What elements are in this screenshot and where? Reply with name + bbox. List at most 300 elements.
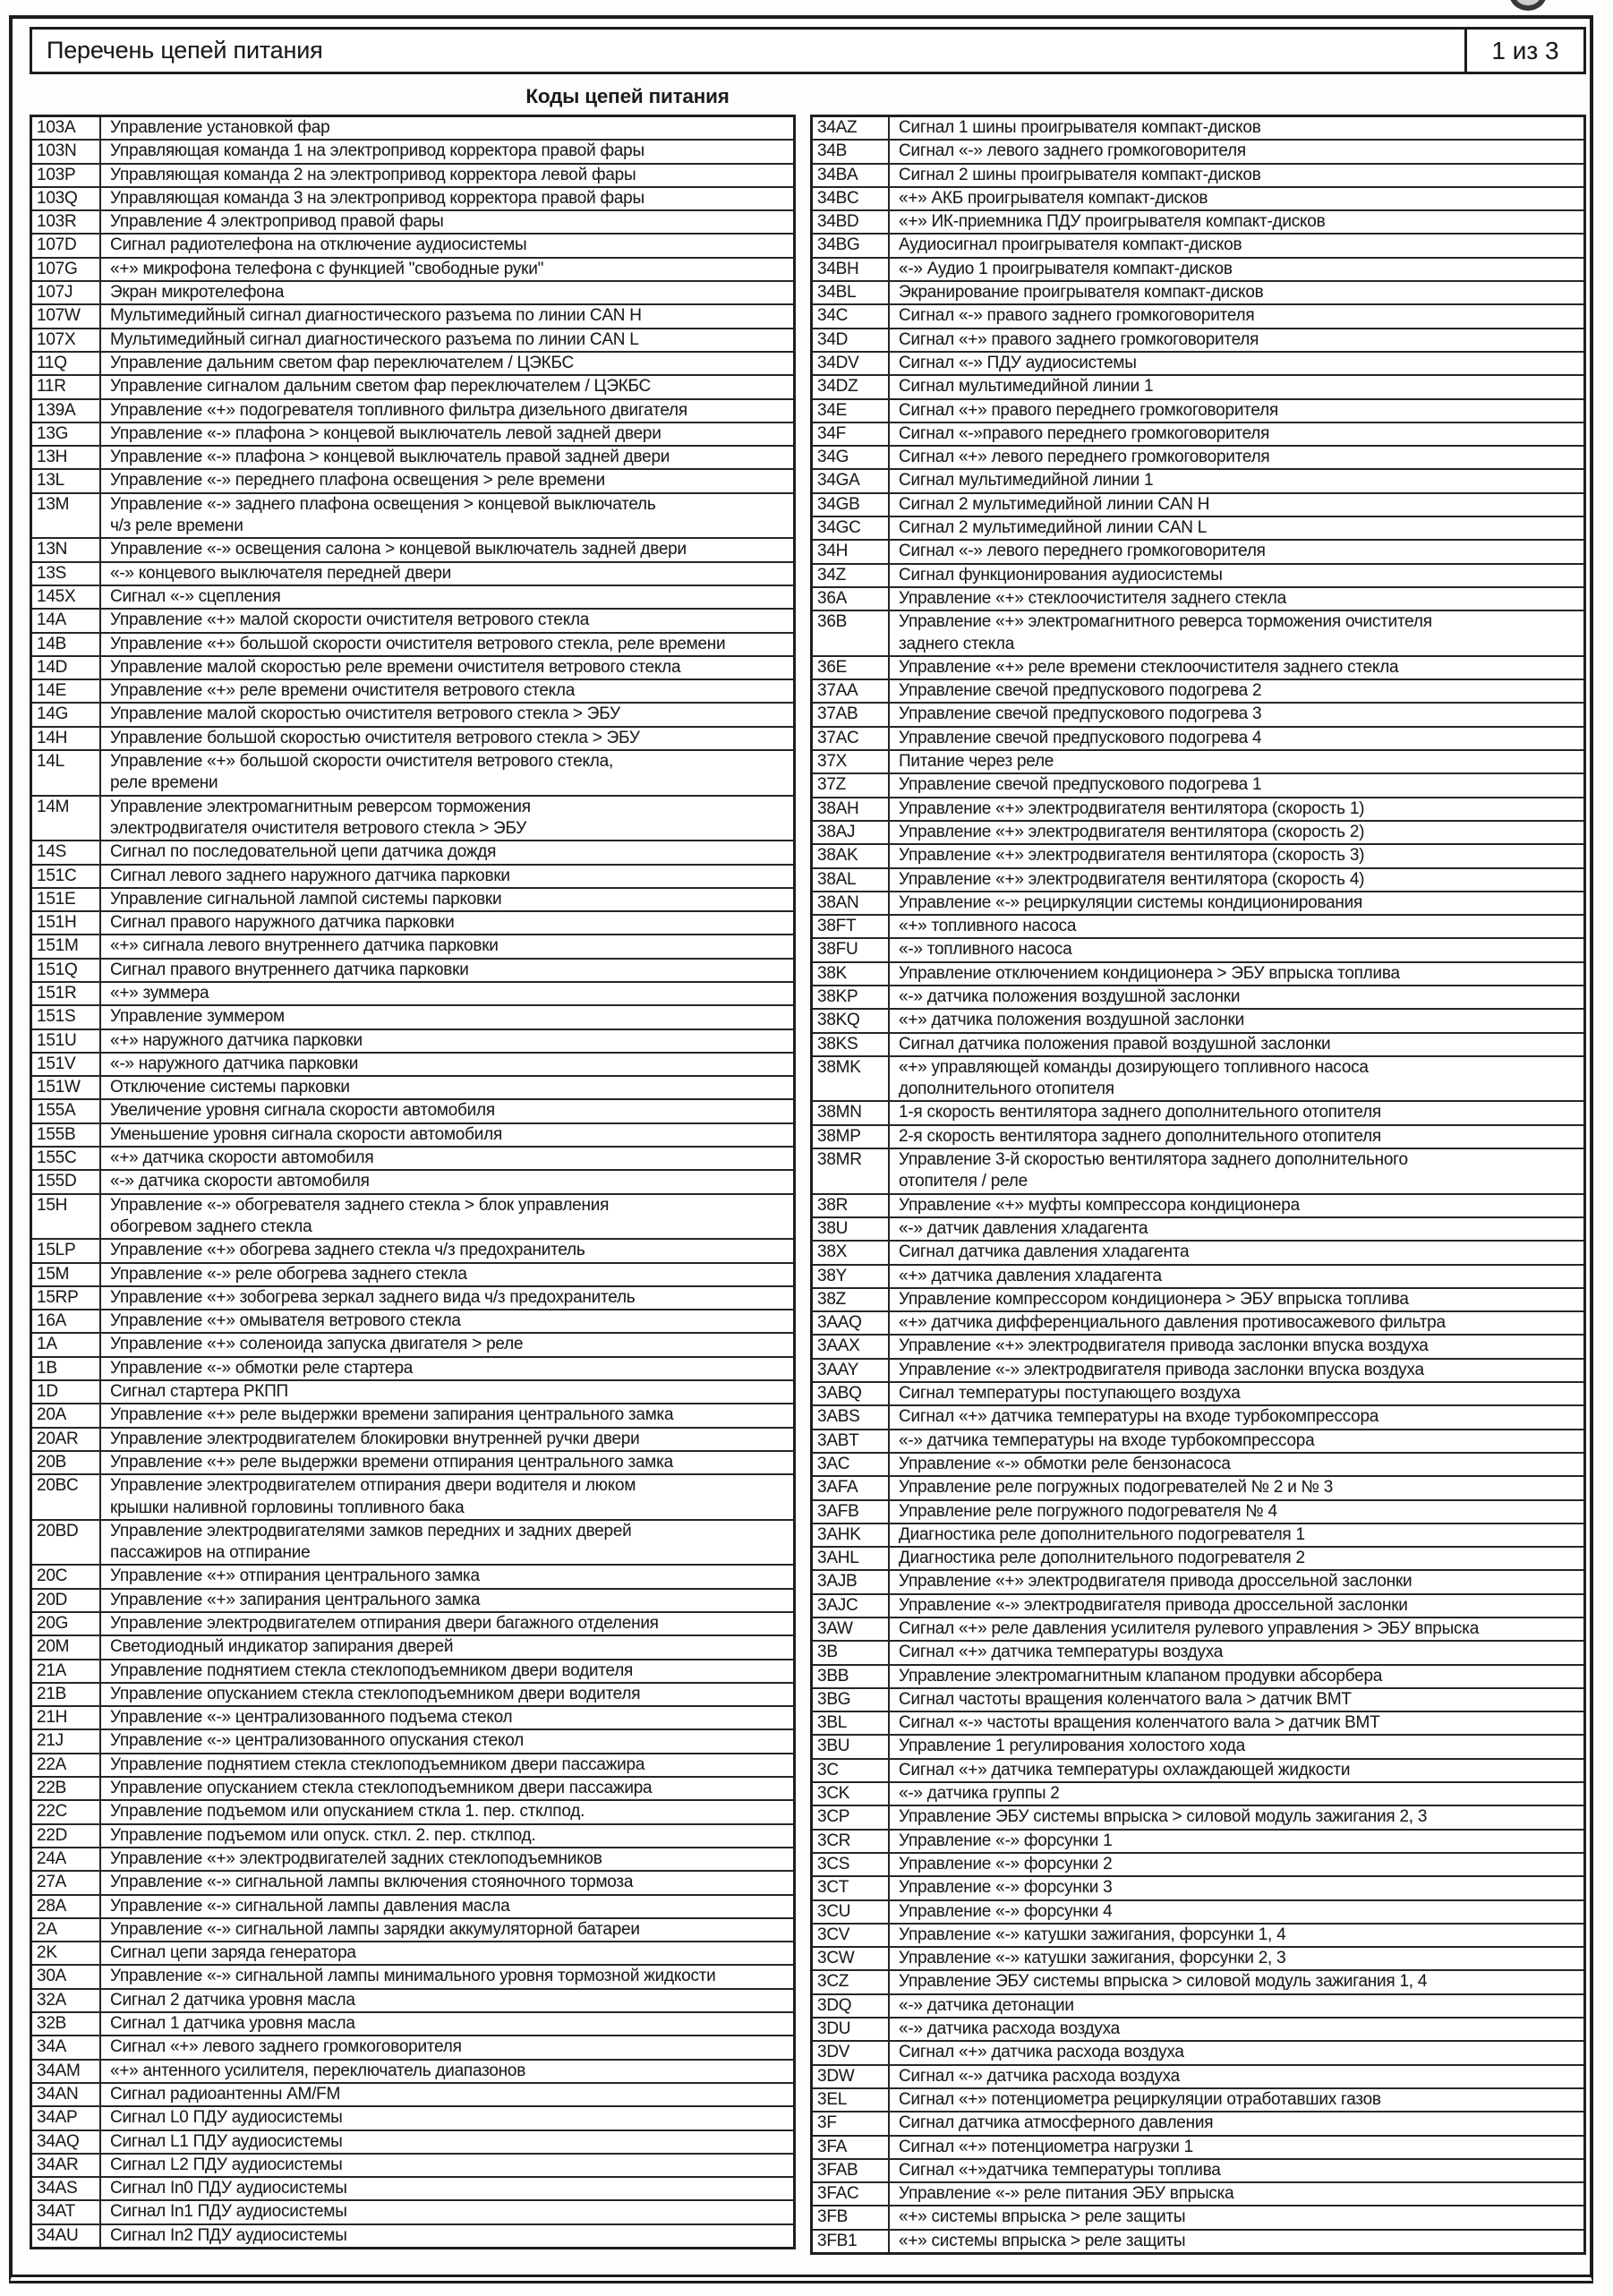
circuit-description-cell: [101, 305, 793, 327]
circuit-description-line: «-» датчика детонации: [899, 1995, 1074, 2015]
circuit-code: 3FB1: [817, 2231, 858, 2250]
circuit-code: 3DQ: [817, 1995, 852, 2015]
circuit-code: 13H: [37, 448, 68, 467]
circuit-description-cell: [890, 1548, 1583, 1569]
circuit-description-line: Управление 3-й скоростью вентилятора заднего дополнительного: [899, 1150, 1408, 1170]
circuit-description-cell: [101, 539, 793, 560]
circuit-description-line: Управление «+» электродвигателя привода заслонки впуска воздуха: [899, 1336, 1429, 1356]
circuit-description-cell: [101, 1124, 793, 1146]
circuit-row: [813, 492, 1583, 516]
circuit-description-cell: [101, 2107, 793, 2129]
circuit-row: [32, 1450, 793, 1473]
circuit-code: 1B: [37, 1358, 57, 1378]
circuit-description-cell: [101, 657, 793, 679]
circuit-description-line: электродвигателя очистителя ветрового стекла > ЭБУ: [110, 818, 527, 838]
circuit-code-cell: [32, 494, 101, 538]
circuit-description-line: Сигнал L0 ПДУ аудиосистемы: [110, 2108, 343, 2128]
circuit-row: [813, 1617, 1583, 1640]
circuit-code-cell: [813, 1831, 890, 1852]
circuit-description-cell: [101, 2201, 793, 2223]
circuit-description-cell: [890, 1642, 1583, 1663]
circuit-code: 34G: [817, 448, 849, 467]
circuit-code-cell: [813, 1712, 890, 1734]
circuit-row: [32, 2035, 793, 2058]
circuit-code: 103A: [37, 118, 76, 137]
circuit-row: [813, 2205, 1583, 2228]
circuit-code-cell: [813, 1010, 890, 1031]
circuit-description-cell: [890, 939, 1583, 960]
circuit-code: 34H: [817, 542, 849, 561]
circuit-code: 3CK: [817, 1784, 850, 1804]
circuit-code: 20B: [37, 1452, 67, 1472]
circuit-code-cell: [813, 704, 890, 725]
circuit-description-line: Управление «+» большой скорости очистителя ветрового стекла, реле времени: [110, 634, 726, 653]
circuit-description-line: Управление «-» сигнальной лампы минимального уровня тормозной жидкости: [110, 1967, 716, 1986]
circuit-code: 38AJ: [817, 822, 856, 841]
circuit-row: [32, 1098, 793, 1122]
circuit-row: [813, 117, 1583, 139]
circuit-description-line: «-» датчика группы 2: [899, 1784, 1060, 1804]
circuit-code-cell: [32, 423, 101, 445]
circuit-description-cell: [101, 2013, 793, 2035]
circuit-description-line: Управление «-» централизованного подъема стекол: [110, 1708, 513, 1728]
circuit-code: 3EL: [817, 2089, 848, 2109]
circuit-description-cell: [890, 1689, 1583, 1711]
circuit-description-line: Управление «+» малой скорости очистителя ветрового стекла: [110, 610, 590, 630]
circuit-description-line: Уменьшение уровня сигнала скорости автомобиля: [110, 1124, 502, 1144]
circuit-table-left: [30, 115, 796, 2249]
circuit-code: 3BL: [817, 1713, 848, 1733]
circuit-row: [32, 468, 793, 491]
circuit-code-cell: [32, 889, 101, 910]
circuit-code-cell: [813, 588, 890, 610]
circuit-description-cell: [101, 1896, 793, 1917]
circuit-description-line: Сигнал «-»правого переднего громкоговорителя: [899, 423, 1270, 443]
circuit-description-cell: [101, 563, 793, 585]
circuit-description-line: Сигнал 2 мультимедийной линии CAN L: [899, 518, 1208, 538]
circuit-row: [813, 1758, 1583, 1781]
circuit-row: [813, 1546, 1583, 1569]
circuit-description-cell: [890, 1406, 1583, 1428]
circuit-description-line: Управляющая команда 3 на электропривод корректора правой фары: [110, 188, 644, 208]
circuit-row: [32, 702, 793, 725]
circuit-code: 34AQ: [37, 2131, 80, 2151]
circuit-description-line: пассажиров на отпирание: [110, 1543, 311, 1563]
circuit-description-line: Сигнал «+» датчика температуры на входе турбокомпрессора: [899, 1407, 1379, 1427]
circuit-description-line: Сигнал 2 мультимедийной линии CAN H: [899, 494, 1210, 514]
circuit-description-cell: [890, 1034, 1583, 1055]
circuit-description-line: Сигнал «+» датчика температуры воздуха: [899, 1643, 1224, 1662]
circuit-description-cell: [101, 586, 793, 608]
circuit-code-cell: [32, 797, 101, 841]
circuit-row: [813, 516, 1583, 539]
circuit-row: [32, 398, 793, 422]
circuit-code-cell: [813, 657, 890, 679]
circuit-row: [32, 981, 793, 1004]
circuit-description-line: Управление ЭБУ системы впрыска > силовой модуль зажигания 1, 4: [899, 1972, 1428, 1992]
circuit-code-cell: [813, 282, 890, 303]
circuit-code-cell: [32, 211, 101, 233]
circuit-description-cell: [890, 235, 1583, 256]
circuit-code-cell: [32, 1381, 101, 1403]
circuit-description-cell: [101, 1429, 793, 1450]
circuit-row: [32, 1193, 793, 1239]
circuit-description-cell: [101, 1452, 793, 1473]
circuit-description-line: Управление «+» электродвигателя вентилятора (скорость 4): [899, 869, 1365, 889]
circuit-code: 34Z: [817, 565, 846, 585]
circuit-code: 38MP: [817, 1126, 861, 1146]
circuit-code: 14A: [37, 610, 67, 630]
circuit-description-cell: [890, 565, 1583, 586]
circuit-code: 38X: [817, 1242, 848, 1262]
circuit-description-cell: [101, 960, 793, 981]
circuit-description-cell: [101, 1848, 793, 1870]
circuit-row: [813, 1148, 1583, 1193]
circuit-description-line: Сигнал датчика атмосферного давления: [899, 2113, 1214, 2133]
circuit-code-cell: [32, 586, 101, 608]
circuit-row: [32, 1075, 793, 1098]
circuit-description-line: Управление «-» электродвигателя привода заслонки впуска воздуха: [899, 1360, 1424, 1379]
circuit-code: 151S: [37, 1007, 76, 1027]
circuit-code-cell: [813, 728, 890, 749]
circuit-row: [813, 2040, 1583, 2063]
circuit-description-line: Сигнал «+» датчика температуры охлаждающей жидкости: [899, 1760, 1351, 1780]
circuit-code-cell: [32, 2107, 101, 2129]
circuit-code: 3F: [817, 2113, 837, 2133]
circuit-description-line: Отключение системы парковки: [110, 1078, 350, 1097]
circuit-description-cell: [101, 1801, 793, 1822]
circuit-code-cell: [32, 329, 101, 351]
circuit-description-line: Управление реле погружных подогревателей № 2 и № 3: [899, 1478, 1334, 1498]
circuit-code-cell: [32, 1334, 101, 1355]
circuit-description-line: Сигнал датчика положения правой воздушной заслонки: [899, 1034, 1331, 1054]
circuit-code: 38R: [817, 1195, 849, 1215]
circuit-description-cell: [101, 1054, 793, 1075]
circuit-description-line: Аудиосигнал проигрывателя компакт-дисков: [899, 235, 1242, 255]
circuit-row: [32, 139, 793, 162]
circuit-code-cell: [813, 1289, 890, 1310]
circuit-row: [32, 233, 793, 256]
circuit-code: 3B: [817, 1643, 838, 1662]
circuit-description-cell: [890, 423, 1583, 445]
circuit-code: 38AH: [817, 798, 859, 818]
circuit-row: [32, 537, 793, 560]
circuit-row: [32, 1146, 793, 1169]
circuit-code: 36A: [817, 588, 848, 608]
circuit-row: [813, 2181, 1583, 2205]
circuit-description-line: Сигнал мультимедийной линии 1: [899, 377, 1154, 397]
circuit-description-cell: [101, 1684, 793, 1705]
circuit-description-cell: [890, 986, 1583, 1008]
circuit-row: [813, 280, 1583, 303]
circuit-code-cell: [813, 1806, 890, 1828]
circuit-description-line: Сигнал 1 датчика уровня масла: [110, 2014, 355, 2034]
circuit-row: [32, 1519, 793, 1565]
circuit-row: [32, 492, 793, 538]
circuit-description-line: Управление дальним светом фар переключателем / ЦЭКБС: [110, 353, 574, 372]
circuit-code: 1A: [37, 1335, 57, 1354]
circuit-code: 34AN: [37, 2084, 79, 2104]
circuit-description-cell: [890, 728, 1583, 749]
circuit-description-line: Управление «-» рециркуляции системы кондиционирования: [899, 892, 1363, 912]
circuit-code-cell: [813, 1102, 890, 1123]
circuit-description-line: Управление «-» реле питания ЭБУ впрыска: [899, 2184, 1234, 2204]
circuit-description-cell: [890, 117, 1583, 139]
circuit-description-line: «+» системы впрыска > реле защиты: [899, 2207, 1186, 2227]
circuit-row: [32, 1635, 793, 1658]
circuit-row: [32, 1052, 793, 1075]
circuit-row: [32, 1029, 793, 1052]
circuit-row: [813, 1358, 1583, 1381]
circuit-description-line: Управление свечой предпускового подогрева 3: [899, 704, 1262, 724]
circuit-row: [813, 303, 1583, 327]
circuit-code-cell: [32, 1358, 101, 1379]
circuit-code: 34B: [817, 141, 848, 161]
circuit-row: [32, 280, 793, 303]
circuit-row: [813, 2135, 1583, 2158]
circuit-description-cell: [890, 588, 1583, 610]
circuit-code: 3AC: [817, 1454, 850, 1473]
circuit-row: [32, 303, 793, 327]
circuit-description-line: Управление поднятием стекла стеклоподъемником двери водителя: [110, 1660, 634, 1680]
circuit-row: [32, 445, 793, 468]
circuit-description-cell: [101, 1358, 793, 1379]
circuit-description-cell: [101, 1148, 793, 1169]
circuit-description-line: «+» микрофона телефона с функцией "свободные руки": [110, 259, 544, 278]
circuit-row: [813, 1216, 1583, 1240]
circuit-description-cell: [101, 1613, 793, 1635]
circuit-code-cell: [813, 188, 890, 209]
circuit-description-line: Управление «-» переднего плафона освещения > реле времени: [110, 471, 605, 491]
circuit-description-cell: [101, 1310, 793, 1332]
circuit-row: [32, 958, 793, 981]
circuit-code-cell: [32, 2178, 101, 2199]
circuit-code: 155D: [37, 1172, 77, 1191]
circuit-row: [813, 398, 1583, 422]
circuit-row: [813, 163, 1583, 186]
circuit-row: [813, 1969, 1583, 1993]
circuit-code: 14S: [37, 842, 67, 862]
circuit-description-cell: [890, 376, 1583, 397]
circuit-code-cell: [32, 1287, 101, 1309]
circuit-code-cell: [813, 1218, 890, 1240]
circuit-code: 34F: [817, 423, 846, 443]
circuit-description-cell: [101, 935, 793, 957]
circuit-description-line: «+» ИК-приемника ПДУ проигрывателя компакт-дисков: [899, 212, 1326, 232]
circuit-description-cell: [101, 2155, 793, 2176]
circuit-code: 34BA: [817, 165, 858, 184]
circuit-code: 3CV: [817, 1925, 850, 1944]
circuit-description-line: Сигнал «-» правого заднего громкоговорителя: [899, 306, 1255, 326]
circuit-row: [813, 2017, 1583, 2040]
circuit-code: 139A: [37, 400, 76, 420]
circuit-row: [32, 209, 793, 233]
circuit-code-cell: [32, 2084, 101, 2105]
circuit-row: [32, 2130, 793, 2153]
circuit-code-cell: [32, 960, 101, 981]
circuit-row: [813, 1734, 1583, 1757]
circuit-description-cell: [101, 1966, 793, 1987]
circuit-code-cell: [32, 1707, 101, 1728]
circuit-description-line: Управление «+» отпирания центрального замка: [110, 1566, 480, 1586]
circuit-code: 30A: [37, 1967, 67, 1986]
circuit-description-line: Сигнал In1 ПДУ аудиосистемы: [110, 2202, 347, 2222]
circuit-code-cell: [32, 2155, 101, 2176]
circuit-code: 3CS: [817, 1854, 850, 1874]
circuit-code-cell: [813, 1618, 890, 1640]
circuit-code: 22A: [37, 1754, 67, 1774]
circuit-code-cell: [32, 1124, 101, 1146]
circuit-code: 34BG: [817, 235, 860, 255]
circuit-description-line: Управление свечой предпускового подогрева 2: [899, 681, 1262, 701]
document-header: [30, 27, 1586, 74]
circuit-description-line: Сигнал «-» датчика расхода воздуха: [899, 2066, 1180, 2086]
circuit-row: [32, 1332, 793, 1355]
circuit-description-cell: [101, 1660, 793, 1682]
circuit-description-line: Сигнал In2 ПДУ аудиосистемы: [110, 2225, 347, 2245]
circuit-description-cell: [101, 2084, 793, 2105]
circuit-row: [32, 2059, 793, 2082]
circuit-code: 20M: [37, 1637, 70, 1657]
circuit-description-cell: [101, 235, 793, 256]
circuit-code-cell: [813, 259, 890, 280]
circuit-row: [813, 772, 1583, 796]
circuit-description-cell: [890, 2066, 1583, 2087]
circuit-code: 3AW: [817, 1619, 853, 1638]
circuit-row: [32, 795, 793, 841]
circuit-row: [813, 328, 1583, 351]
circuit-row: [813, 1264, 1583, 1287]
circuit-code: 151R: [37, 983, 77, 1003]
circuit-description-line: Управление 1 регулирования холостого хода: [899, 1737, 1245, 1756]
circuit-code-cell: [813, 1925, 890, 1946]
circuit-description-line: Управление реле погружного подогревателя № 4: [899, 1501, 1277, 1521]
circuit-code-cell: [813, 2160, 890, 2181]
circuit-description-line: 1-я скорость вентилятора заднего дополнительного отопителя: [899, 1103, 1381, 1122]
circuit-description-line: Управление большой скоростью очистителя ветрового стекла > ЭБУ: [110, 728, 640, 747]
circuit-row: [813, 1829, 1583, 1852]
circuit-description-cell: [890, 1595, 1583, 1617]
circuit-description-line: Управление «-» катушки зажигания, форсунки 1, 4: [899, 1925, 1286, 1944]
circuit-code: 34AS: [37, 2179, 78, 2198]
circuit-code-cell: [813, 1971, 890, 1993]
circuit-code-cell: [813, 751, 890, 772]
circuit-code: 34BD: [817, 212, 859, 232]
circuit-description-line: Сигнал «-» левого переднего громкоговорителя: [899, 542, 1266, 561]
circuit-code-cell: [813, 1195, 890, 1216]
circuit-description-line: Управление «+» подогревателя топливного фильтра дизельного двигателя: [110, 400, 687, 420]
circuit-description-cell: [890, 470, 1583, 491]
circuit-description-cell: [101, 1100, 793, 1122]
circuit-code: 151W: [37, 1078, 81, 1097]
circuit-code-cell: [813, 2112, 890, 2134]
circuit-row: [32, 2223, 793, 2247]
circuit-description-cell: [101, 1990, 793, 2011]
circuit-description-cell: [890, 1126, 1583, 1148]
circuit-description-line: Управление «-» обмотки реле стартера: [110, 1358, 414, 1378]
circuit-description-line: Управление «-» форсунки 2: [899, 1854, 1113, 1874]
circuit-code: 107G: [37, 259, 78, 278]
circuit-row: [813, 1429, 1583, 1452]
circuit-description-line: Управление «-» плафона > концевой выключатель правой задней двери: [110, 448, 670, 467]
circuit-row: [813, 1664, 1583, 1687]
circuit-code: 38Z: [817, 1289, 846, 1309]
circuit-code: 36E: [817, 657, 848, 677]
circuit-code: 103Q: [37, 188, 78, 208]
circuit-code: 3AJB: [817, 1572, 858, 1592]
section-title: Коды цепей питания: [525, 85, 730, 107]
circuit-description-line: Управление поднятием стекла стеклоподъемником двери пассажира: [110, 1754, 645, 1774]
circuit-description-cell: [101, 704, 793, 725]
circuit-description-line: Управление установкой фар: [110, 118, 330, 137]
circuit-code-cell: [813, 517, 890, 539]
circuit-code-cell: [813, 1242, 890, 1263]
circuit-code-cell: [32, 1054, 101, 1075]
circuit-code-cell: [32, 1660, 101, 1682]
circuit-description-cell: [890, 1057, 1583, 1101]
circuit-description-line: Сигнал мультимедийной линии 1: [899, 471, 1154, 491]
circuit-row: [32, 117, 793, 139]
circuit-row: [813, 1193, 1583, 1216]
circuit-row: [32, 2082, 793, 2105]
circuit-description-cell: [101, 1754, 793, 1776]
circuit-description-cell: [890, 2112, 1583, 2134]
circuit-row: [32, 1776, 793, 1799]
circuit-code-cell: [813, 1948, 890, 1969]
circuit-row: [32, 1682, 793, 1705]
circuit-code: 145X: [37, 586, 76, 606]
circuit-code-cell: [32, 866, 101, 887]
circuit-description-cell: [890, 680, 1583, 702]
circuit-code: 20C: [37, 1566, 68, 1586]
circuit-code-cell: [813, 165, 890, 186]
circuit-row: [32, 1403, 793, 1426]
circuit-code-cell: [32, 563, 101, 585]
circuit-code-cell: [32, 1521, 101, 1565]
circuit-code-cell: [813, 1383, 890, 1404]
circuit-description-cell: [890, 1218, 1583, 1240]
circuit-code: 34D: [817, 329, 849, 349]
circuit-code: 3CW: [817, 1949, 855, 1968]
circuit-description-line: «-» Аудио 1 проигрывателя компакт-дисков: [899, 259, 1233, 278]
circuit-code-cell: [813, 2231, 890, 2252]
circuit-description-line: «-» датчик давления хладагента: [899, 1218, 1148, 1238]
circuit-description-cell: [101, 141, 793, 162]
circuit-row: [813, 1008, 1583, 1031]
circuit-description-cell: [101, 610, 793, 631]
circuit-description-line: Диагностика реле дополнительного подогревателя 1: [899, 1524, 1305, 1544]
circuit-code-cell: [32, 657, 101, 679]
circuit-code-cell: [813, 235, 890, 256]
circuit-description-line: Мультимедийный сигнал диагностического разъема по линии CAN H: [110, 306, 642, 326]
circuit-code: 38AL: [817, 869, 857, 889]
circuit-description-cell: [890, 798, 1583, 820]
circuit-code-cell: [32, 1006, 101, 1028]
circuit-description-cell: [890, 141, 1583, 162]
circuit-row: [813, 2158, 1583, 2181]
circuit-description-cell: [890, 963, 1583, 985]
circuit-row: [813, 257, 1583, 280]
circuit-row: [813, 1923, 1583, 1946]
circuit-code: 38MK: [817, 1057, 861, 1077]
circuit-code: 3AAY: [817, 1360, 859, 1379]
circuit-code-cell: [813, 1854, 890, 1875]
circuit-code: 3AFB: [817, 1501, 859, 1521]
circuit-code-cell: [32, 1264, 101, 1285]
circuit-code-cell: [32, 376, 101, 397]
circuit-code: 3CZ: [817, 1972, 849, 1992]
circuit-code-cell: [813, 1595, 890, 1617]
